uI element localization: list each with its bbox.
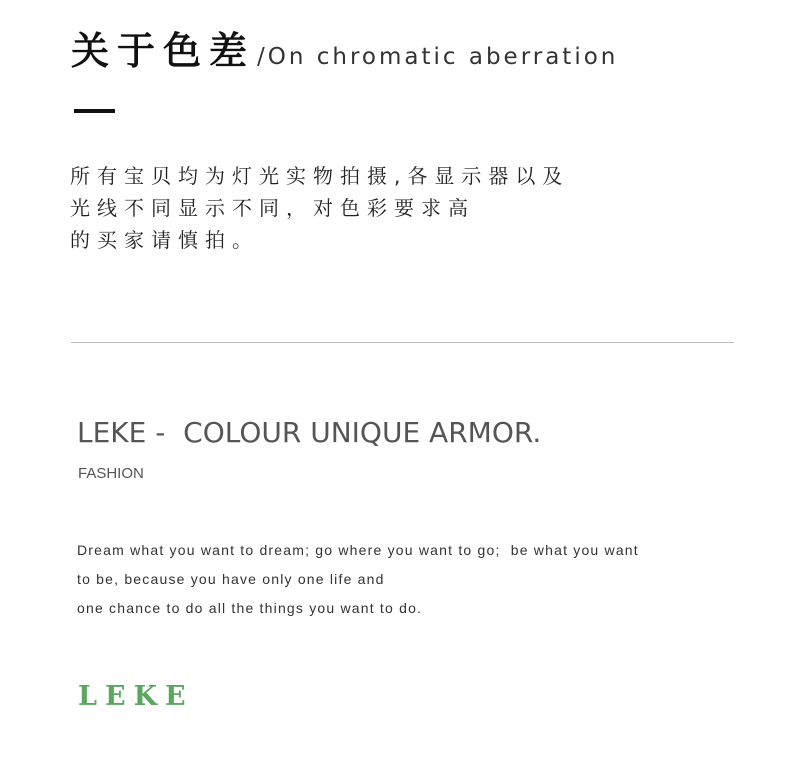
brand-quote [77,536,717,623]
heading-chinese: 关于色差 [71,29,256,73]
quote-line: one chance to do all the things you want to do. [77,600,423,616]
heading-english: /On chromatic aberration [257,44,619,70]
heading-underline-bar [74,109,115,113]
brand-subtitle: FASHION [78,465,144,482]
brand-slogan: LEKE - COLOUR UNIQUE ARMOR. [77,416,542,449]
notice-line: 的买家请慎拍。 [70,228,259,252]
notice-line: 光线不同显示不同，对色彩要求高 [70,196,475,220]
quote-line: to be, because you have only one life and [77,571,385,587]
notice-line: 所有宝贝均为灯光实物拍摄,各显示器以及 [70,164,570,188]
brand-logo: LEKE [78,681,194,712]
section-heading [71,28,618,74]
section-divider [71,342,734,343]
quote-line: Dream what you want to dream; go where you want to go; be what you want [77,542,639,558]
color-difference-notice [70,160,610,256]
